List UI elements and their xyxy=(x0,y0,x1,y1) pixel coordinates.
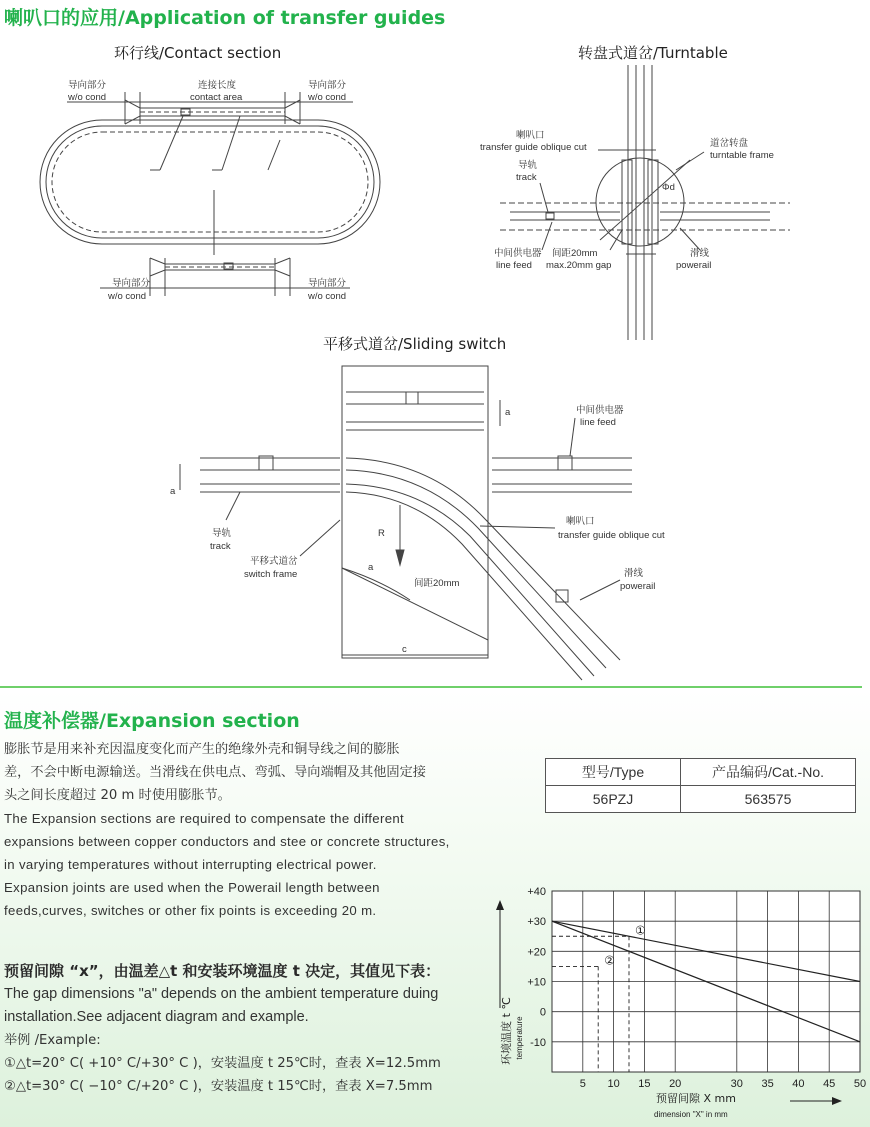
expansion-en-line-1: The Expansion sections are required to compensate the different xyxy=(4,811,405,826)
turntable-diagram xyxy=(440,60,870,340)
contact-section-diagram xyxy=(0,60,420,320)
chart-x-tick-6: 40 xyxy=(792,1078,805,1090)
sliding-dim-a-left: a xyxy=(170,486,176,497)
sliding-dim-a-angle: a xyxy=(368,562,374,573)
sliding-feed-en: line feed xyxy=(580,417,616,428)
example-label: 举例 /Example: xyxy=(4,1033,101,1048)
turntable-rail-cn: 滑线 xyxy=(690,248,710,259)
expansion-en-line-2: expansions between copper conductors and stee or concrete structures, xyxy=(4,834,450,849)
sliding-switch-title: 平移式道岔/Sliding switch xyxy=(323,335,507,353)
turntable-frame-en: turntable frame xyxy=(710,150,774,161)
contact-wo-cn-bottom-left: 导向部分 xyxy=(112,278,151,289)
sliding-track-en: track xyxy=(210,541,231,552)
sliding-dim-c: c xyxy=(402,644,407,655)
expansion-cn-line-3: 头之间长度超过 20 m 时使用膨胀节。 xyxy=(4,788,231,803)
turntable-phi-label: Φd xyxy=(662,182,675,193)
expansion-cn-line-2: 差，不会中断电源输送。当滑线在供电点、弯弧、导向端帽及其他固定接 xyxy=(4,765,426,780)
chart-x-tick-7: 45 xyxy=(823,1078,836,1090)
turntable-feed-cn: 中间供电器 xyxy=(494,248,542,259)
section-title-transfer-guides: 喇叭口的应用/Application of transfer guides xyxy=(4,7,446,29)
contact-wo-en-left: w/o cond xyxy=(68,92,107,103)
turntable-feed-en: line feed xyxy=(496,260,532,271)
chart-y-tick-2: +20 xyxy=(527,946,546,959)
gap-heading-en-1: The gap dimensions "a" depends on the ambient temperature duing xyxy=(4,986,439,1002)
spec-cat-value: 563575 xyxy=(681,786,856,813)
sliding-rail-cn: 滑线 xyxy=(624,568,644,579)
chart-y-label: 环境温度 t ℃ xyxy=(500,997,513,1065)
spec-type-header: 型号/Type xyxy=(546,759,681,786)
chart-x-tick-4: 30 xyxy=(730,1078,743,1090)
contact-wo-en-right: w/o cond xyxy=(308,92,347,103)
chart-y-tick-4: 0 xyxy=(539,1006,546,1019)
spec-type-value: 56PZJ xyxy=(546,786,681,813)
expansion-section-title: 温度补偿器/Expansion section xyxy=(4,710,300,732)
chart-y-label-en: temperature xyxy=(515,1016,524,1060)
sliding-horn-cn: 喇叭口 xyxy=(566,516,595,527)
expansion-en-line-4: Expansion joints are used when the Powerail length between xyxy=(4,880,380,895)
expansion-en-line-3: in varying temperatures without interrupting electrical power. xyxy=(4,857,377,872)
temperature-gap-chart xyxy=(480,876,870,1127)
expansion-cn-line-1: 膨胀节是用来补充因温度变化而产生的绝缘外壳和铜导线之间的膨胀 xyxy=(4,742,400,757)
chart-x-label: 预留间隙 X mm xyxy=(656,1092,736,1105)
chart-y-arrow-head xyxy=(496,900,504,910)
gap-heading-cn: 预留间隙 “x”，由温差△t 和安装环境温度 t 决定，其值见下表： xyxy=(4,962,441,980)
chart-x-tick-8: 50 xyxy=(853,1078,867,1090)
sliding-track-cn: 导轨 xyxy=(212,528,232,539)
sliding-horn-en: transfer guide oblique cut xyxy=(558,530,665,541)
turntable-gap-en: max.20mm gap xyxy=(546,260,612,271)
sliding-switch-diagram xyxy=(160,360,720,685)
turntable-gap-cn: 间距20mm xyxy=(552,248,598,259)
gap-heading-en-2: installation.See adjacent diagram and example. xyxy=(4,1009,309,1025)
chart-x-tick-3: 20 xyxy=(669,1078,682,1090)
spec-table xyxy=(545,758,856,813)
contact-section-title: 环行线/Contact section xyxy=(114,44,282,62)
example-1: ①△t=20° C( +10° C/+30° C )，安装温度 t 25℃时，查表 X=12.5mm xyxy=(4,1056,441,1071)
chart-y-tick-0: +40 xyxy=(527,886,546,898)
turntable-title: 转盘式道岔/Turntable xyxy=(578,44,728,62)
example-2: ②△t=30° C( −10° C/+20° C )，安装温度 t 15℃时，查表 X=7.5mm xyxy=(4,1079,433,1094)
sliding-dim-a-right: a xyxy=(505,407,511,418)
turntable-horn-cn: 喇叭口 xyxy=(516,130,545,141)
turntable-rail-en: powerail xyxy=(676,260,712,271)
turntable-track-cn: 导轨 xyxy=(518,160,538,171)
turntable-track-en: track xyxy=(516,172,537,183)
sliding-gap-label: 间距20mm xyxy=(414,578,460,589)
turntable-horn-en: transfer guide oblique cut xyxy=(480,142,587,153)
expansion-en-line-5: feeds,curves, switches or other fix points is exceeding 20 m. xyxy=(4,903,377,918)
contact-area-cn: 连接长度 xyxy=(198,80,237,91)
contact-wo-cn-left: 导向部分 xyxy=(68,80,107,91)
sliding-feed-cn: 中间供电器 xyxy=(576,405,624,416)
contact-wo-en-bottom-left: w/o cond xyxy=(108,291,147,302)
chart-x-tick-5: 35 xyxy=(761,1078,774,1090)
chart-example-label-1: ① xyxy=(635,923,646,938)
chart-example-label-2: ② xyxy=(604,953,615,968)
section-divider xyxy=(0,686,862,688)
chart-y-tick-3: +10 xyxy=(527,976,546,989)
chart-x-tick-1: 10 xyxy=(607,1078,620,1090)
contact-wo-cn-bottom-right: 导向部分 xyxy=(308,278,347,289)
chart-x-tick-0: 5 xyxy=(579,1078,586,1090)
spec-cat-header: 产品编码/Cat.-No. xyxy=(681,759,856,786)
chart-x-arrow-head xyxy=(832,1097,842,1105)
chart-y-tick-5: -10 xyxy=(530,1036,546,1049)
sliding-frame-en: switch frame xyxy=(244,569,298,580)
chart-y-tick-1: +30 xyxy=(527,916,546,929)
sliding-frame-cn: 平移式道岔 xyxy=(250,556,298,567)
chart-x-label-en: dimension "X" in mm xyxy=(654,1110,728,1119)
sliding-radius-label: R xyxy=(378,528,385,539)
contact-area-en: contact area xyxy=(190,92,243,103)
contact-wo-en-bottom-right: w/o cond xyxy=(308,291,347,302)
contact-wo-cn-right: 导向部分 xyxy=(308,80,347,91)
chart-x-tick-2: 15 xyxy=(638,1078,651,1090)
turntable-frame-cn: 道岔转盘 xyxy=(710,138,749,149)
sliding-rail-en: powerail xyxy=(620,581,656,592)
